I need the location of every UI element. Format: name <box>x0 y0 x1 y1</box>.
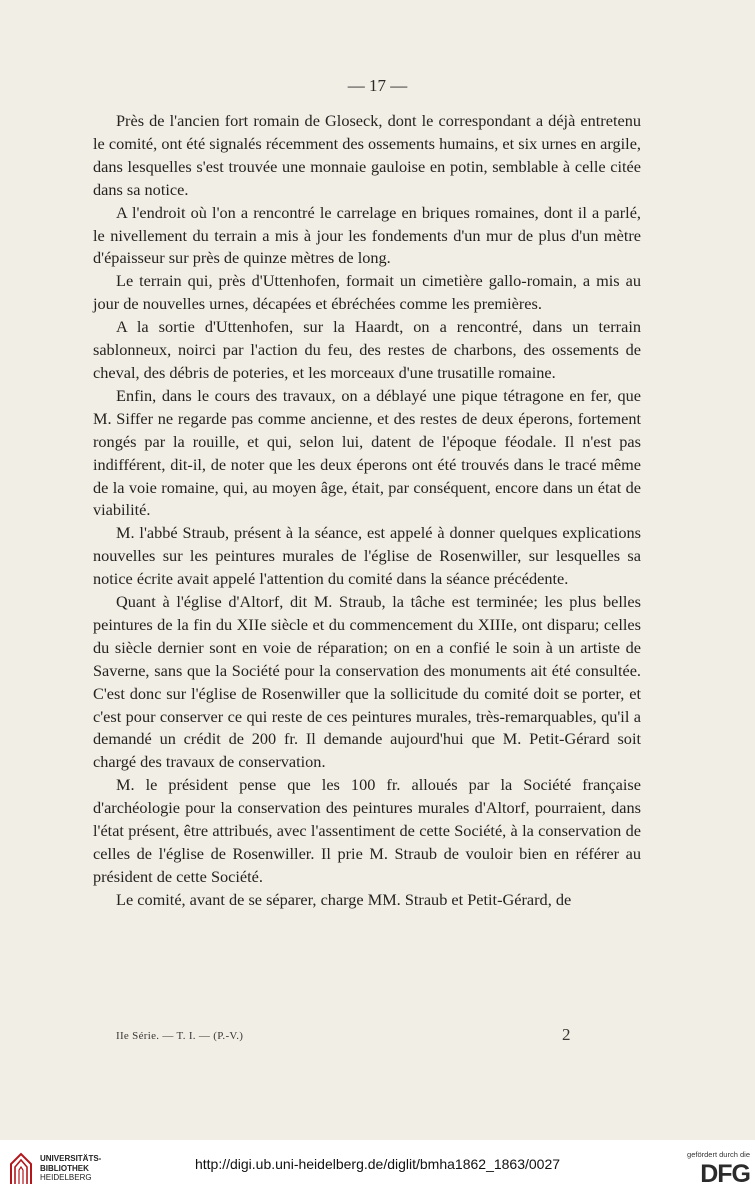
library-name-line: UNIVERSITÄTS- <box>40 1154 102 1163</box>
paragraph: Le terrain qui, près d'Uttenhofen, formait un cimetière gallo-romain, a mis au jour de nouvelles urnes, décapées et ébréchées comme les premières. <box>93 271 641 314</box>
sponsor-caption: gefördert durch die <box>687 1150 750 1159</box>
paragraph: Enfin, dans le cours des travaux, on a déblayé une pique tétragone en fer, que M. Siffer ne regarde pas comme ancienne, et des restes de deux éperons, fortement rongés par la rouille, et qui, selon lui, datent de l'époque féodale. Il n'est pas indifférent, dit-il, de noter que les deux éperons ont été trouvés dans le tracé même de la voie romaine, qui, au moyen âge, était, par conséquent, encore dans un état de viabilité. <box>93 385 641 520</box>
footer-sheet-number: 2 <box>562 1025 571 1044</box>
paragraph: Quant à l'église d'Altorf, dit M. Straub, la tâche est terminée; les plus belles peintures de la fin du XIIe siècle et du commencement du XIIIe, ont disparu; celles du siècle dernier sont en voie de réparation; on en a confié le soin à un artiste de Saverne, sans que la Société pour la conservation des monuments ait été consultée. C'est donc sur l'église de Rosenwiller que la sollicitude du comité doit se porter, et c'est pour conserver ce qui reste de ces peintures murales, très-remarquables, qu'il a demandé un crédit de 200 fr. Il demande aujourd'hui que M. Petit-Gérard soit chargé des travaux de conservation. <box>93 592 641 772</box>
library-name-line: BIBLIOTHEK <box>40 1163 89 1173</box>
paragraph: Près de l'ancien fort romain de Gloseck, dont le correspondant a déjà entretenu le comité, ont été signalés récemment des ossements humains, et six urnes en argile, dans lesquelles s'est trouvée une monnaie gauloise en potin, semblable à celle citée dans sa notice. <box>93 111 641 199</box>
paragraph: A la sortie d'Uttenhofen, sur la Haardt, on a rencontré, dans un terrain sablonneux, noirci par l'action du feu, des restes de charbons, des ossements de cheval, des débris de poteries, et les morceaux d'une trusatille romaine. <box>93 317 641 382</box>
body-text <box>93 110 641 912</box>
page-number: — 17 — <box>347 76 408 95</box>
library-name-line: HEIDELBERG <box>40 1173 92 1182</box>
paragraph: M. le président pense que les 100 fr. alloués par la Société française d'archéologie pour la conservation des peintures murales d'Altorf, pourraient, dans l'état présent, être attribués, avec l'assentiment de cette Société, à la conservation de celles de l'église de Rosenwiller. Il prie M. Straub de vouloir bien en référer au président de cette Société. <box>93 775 641 886</box>
paragraph: Le comité, avant de se séparer, charge MM. Straub et Petit-Gérard, de <box>116 889 572 909</box>
permalink-url[interactable]: http://digi.ub.uni-heidelberg.de/diglit/bmha1862_1863/0027 <box>194 1156 561 1172</box>
viewer-footer-bar <box>0 1140 755 1197</box>
paragraph: A l'endroit où l'on a rencontré le carrelage en briques romaines, dont il a parlé, le nivellement du terrain a mis à jour les fondements d'un mur de plus d'un mètre d'épaisseur sur près de quinze mètres de long. <box>93 202 641 268</box>
dfg-logo: DFG <box>700 1160 750 1188</box>
footer-signature: IIe Série. — T. I. — (P.-V.) <box>116 1030 244 1042</box>
paragraph: M. l'abbé Straub, présent à la séance, est appelé à donner quelques explications nouvelles sur les peintures murales de l'église de Rosenwiller, sur lesquelles sa notice écrite avait appelé l'attention du comité dans la séance précédente. <box>93 523 641 589</box>
